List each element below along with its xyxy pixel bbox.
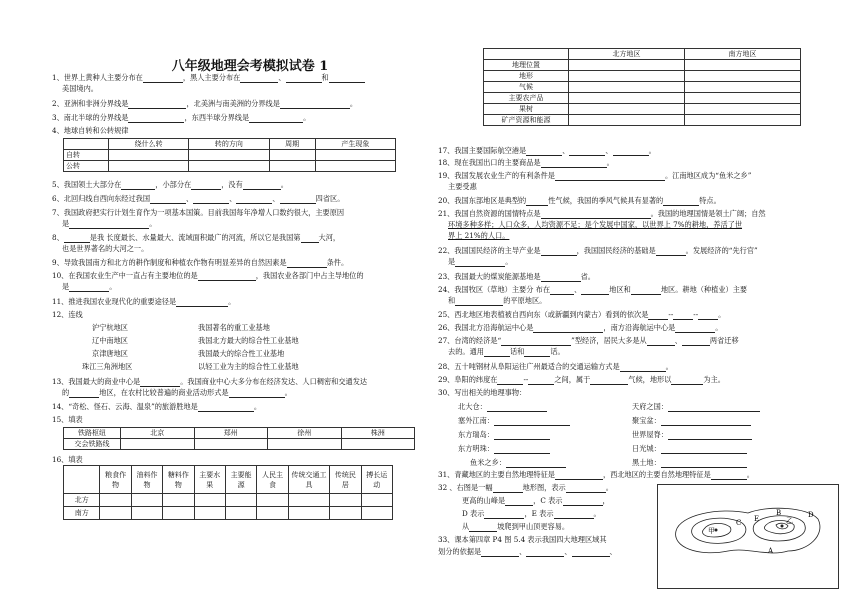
answer-cell[interactable] <box>330 494 361 507</box>
answer-cell[interactable] <box>189 161 269 172</box>
question-10: 10、在我国农业生产中一直占有主要地位的是 ，我国农业各部门中占主导地位的 <box>52 271 364 280</box>
answer-cell[interactable] <box>569 60 685 71</box>
link-left-item[interactable]: 京津唐地区 <box>92 349 128 358</box>
table-header: 粮食作物 <box>100 466 131 494</box>
rotation-table <box>63 138 396 172</box>
table-header: 周期 <box>269 139 315 150</box>
answer-cell[interactable] <box>257 494 288 507</box>
question-6: 6、北回归线自西向东经过我国 、 、 、 四省区。 <box>52 194 345 203</box>
question-1-cont: 美国境内。 <box>62 84 98 93</box>
map-label: 乙 <box>786 517 793 525</box>
question-31: 31、青藏地区的主要自然地理特征是 ，西北地区的主要自然地理特征是 。 <box>438 470 754 479</box>
page-title: 八年级地理会考模拟试卷 1 <box>171 59 329 74</box>
question-32: 32 、右图是一幅 地形图，表示 。 <box>438 483 613 492</box>
question-11: 11、推进我国农业现代化的重要途径是 。 <box>52 297 236 306</box>
question-19: 19、我国发展农业生产的有利条件是 。江南地区成为“鱼米之乡” <box>438 171 752 180</box>
question-7-cont: 是 。 <box>62 219 157 228</box>
answer-cell[interactable] <box>225 507 256 520</box>
link-left-item[interactable]: 珠江三角洲地区 <box>82 362 133 371</box>
answer-cell[interactable] <box>269 150 315 161</box>
answer-cell[interactable] <box>288 494 329 507</box>
table-header: 主要水果 <box>194 466 225 494</box>
question-7: 7、我国政府把实行计划生育作为一项基本国策。目前我国每年净增人口数约很大，主要原因 <box>52 208 345 217</box>
answer-cell[interactable] <box>569 82 685 93</box>
link-right-item[interactable]: 以轻工业为主的综合性工业基地 <box>198 362 299 371</box>
question-21-cont: 环境多种多样；人口众多，人均资源不足；是个发展中国家，以世界上 7%的耕地，养活了世 <box>448 220 743 229</box>
thing-left: 塞外江南： <box>458 416 570 426</box>
question-21: 21、我国自然资源的国情特点是 。我国的地理国情是领土广阔；自然 <box>438 209 766 218</box>
north-south-table <box>63 465 393 520</box>
table-header: 搏长运动 <box>361 466 392 494</box>
thing-right: 日光城： <box>632 444 747 454</box>
question-14: 14、“奇松、怪石、云海、温泉”的旅游胜地是 。 <box>52 402 262 411</box>
answer-cell[interactable] <box>569 104 685 115</box>
question-5: 5、我国领土大部分在 ，小部分在 ，没有 。 <box>52 180 288 189</box>
answer-cell[interactable] <box>569 71 685 82</box>
table-row-label: 地形 <box>484 71 569 82</box>
question-17: 17、我国主要国际航空港是 、 、 。 <box>438 146 656 155</box>
answer-cell[interactable] <box>189 150 269 161</box>
table-header: 传统交通工具 <box>288 466 329 494</box>
question-1: 1、世界上黄种人主要分布在 ，黑人主要分布在 、 和 <box>52 73 365 83</box>
table-header: 南方地区 <box>685 49 801 60</box>
map-label: E <box>754 515 760 523</box>
question-29: 29、阜阳的纬度在 -- 之间，属于 气候，地形以 为主。 <box>438 375 725 384</box>
question-22-cont: 是 。 <box>448 257 513 266</box>
table-header: 传统民居 <box>330 466 361 494</box>
answer-cell[interactable] <box>163 494 194 507</box>
table-header: 产生现象 <box>315 139 395 150</box>
table-row-label: 气候 <box>484 82 569 93</box>
answer-cell[interactable] <box>685 71 801 82</box>
link-left-item[interactable]: 沪宁杭地区 <box>92 323 128 332</box>
question-28: 28、五十吨钢材从阜阳运往广州最适合的交通运输方式是 。 <box>438 362 673 371</box>
question-24: 24、我国牧区（草地）主要分 布在 、 地区和 地区。耕地（种植业）主要 <box>438 285 748 294</box>
thing-left: 北大仓： <box>458 402 547 412</box>
answer-cell[interactable] <box>361 494 392 507</box>
answer-cell[interactable] <box>685 115 801 126</box>
answer-cell[interactable] <box>100 494 131 507</box>
contour-map <box>658 485 838 588</box>
table-header: 油料作物 <box>131 466 162 494</box>
table-header: 徐州 <box>268 428 342 439</box>
answer-cell[interactable] <box>100 507 131 520</box>
question-8: 8、 是我 长度最长、水量最大、流域面积最广的河流，所以它是我国第 大河， <box>52 233 341 242</box>
answer-cell[interactable] <box>685 60 801 71</box>
table-row-label: 交会铁路线 <box>64 439 121 450</box>
answer-cell[interactable] <box>257 507 288 520</box>
question-10-cont: 是 。 <box>62 282 117 291</box>
map-label: D <box>808 511 814 519</box>
table-row-label: 主要农产品 <box>484 93 569 104</box>
table-header: 转的方向 <box>189 139 269 150</box>
answer-cell[interactable] <box>194 494 225 507</box>
link-right-item[interactable]: 我国北方最大的综合性工业基地 <box>198 336 299 345</box>
answer-cell[interactable] <box>315 161 395 172</box>
region-table <box>483 48 801 126</box>
answer-cell[interactable] <box>341 439 415 450</box>
question-33-cont: 划分的依据是 、 、 、 <box>438 547 617 556</box>
question-18: 18、现在我国出口的主要商品是 。 <box>438 158 614 167</box>
question-30: 30、写出相关的地理事物： <box>438 388 527 397</box>
question-21-cont2: 界上 21%的人口。 <box>448 231 510 240</box>
railway-table <box>63 427 415 450</box>
table-header: 主要能源 <box>225 466 256 494</box>
answer-cell[interactable] <box>225 494 256 507</box>
answer-cell[interactable] <box>685 82 801 93</box>
table-row-label: 自转 <box>64 150 109 161</box>
answer-cell[interactable] <box>569 93 685 104</box>
link-right-item[interactable]: 我国著名的重工业基地 <box>198 323 270 332</box>
link-left-item[interactable]: 辽中南地区 <box>92 336 128 345</box>
answer-cell[interactable] <box>194 439 268 450</box>
table-header: 北京 <box>121 428 195 439</box>
thing-right: 世界屋脊： <box>632 430 752 440</box>
table-row-label: 地理位置 <box>484 60 569 71</box>
table-row-label: 北方 <box>64 494 100 507</box>
table-row-label: 果树 <box>484 104 569 115</box>
answer-cell[interactable] <box>109 161 189 172</box>
question-2: 2、亚洲和非洲分界线是 ，北美洲与南美洲的分界线是 。 <box>52 99 358 108</box>
question-32-b: 更高的山峰是 ，C 表示 ， <box>462 496 610 505</box>
question-12: 12、连线 <box>52 310 83 319</box>
table-header: 人民主食 <box>257 466 288 494</box>
question-13: 13、我国最大的商业中心是 。我国商业中心大多分布在经济发达、人口稠密和交通发达 <box>52 377 368 386</box>
contour-map-frame <box>657 484 839 589</box>
question-22: 22、我国国民经济的主导产业是 ，我国国民经济的基础是 。发展经济的“先行官” <box>438 246 758 255</box>
answer-cell[interactable] <box>330 507 361 520</box>
question-33: 33、课本第四章 P4 图 5.4 表示我国四大地理区域其 <box>438 535 607 544</box>
question-26: 26、我国北方沿海航运中心是 ，南方沿海航运中心是 。 <box>438 323 723 332</box>
question-32-c: D 表示 ，E 表示 。 <box>462 509 601 518</box>
question-24-cont: 和 的平原地区。 <box>448 296 547 305</box>
link-right-item[interactable]: 我国最大的综合性工业基地 <box>198 349 285 358</box>
question-32-d: 从 坡爬到甲山顶更容易。 <box>462 522 570 531</box>
question-19-cont: 主要受惠 <box>448 182 477 191</box>
table-row-label: 公转 <box>64 161 109 172</box>
question-27-cont: 去的。通用 话和 话。 <box>448 347 565 356</box>
table-header: 郑州 <box>194 428 268 439</box>
answer-cell[interactable] <box>685 104 801 115</box>
table-header: 糖料作物 <box>163 466 194 494</box>
answer-cell[interactable] <box>109 150 189 161</box>
question-8-cont: 也是世界著名的大河之一。 <box>62 244 149 253</box>
thing-left: 东方明珠： <box>458 444 550 454</box>
thing-right: 聚宝盆： <box>632 416 751 426</box>
answer-cell[interactable] <box>131 494 162 507</box>
answer-cell[interactable] <box>361 507 392 520</box>
question-9: 9、导致我国南方和北方的耕作制度和种植农作物有明显差异的自然因素是 条件。 <box>52 258 349 267</box>
answer-cell[interactable] <box>163 507 194 520</box>
question-25: 25、西北地区地表植被自西向东（或新疆到内蒙古）看到的依次是 -- -- 。 <box>438 310 726 319</box>
table-header: 株洲 <box>341 428 415 439</box>
thing-left: 鱼米之乡： <box>470 458 566 468</box>
map-label: C <box>736 519 742 527</box>
thing-right: 天府之国： <box>632 402 760 412</box>
question-23: 23、我国最大的煤炭能源基地是 省。 <box>438 272 595 281</box>
table-header: 绕什么转 <box>109 139 189 150</box>
question-16: 16、填表 <box>52 455 83 464</box>
question-4: 4、地球自转和公转规律 <box>52 126 129 135</box>
answer-cell[interactable] <box>569 115 685 126</box>
table-header: 北方地区 <box>569 49 685 60</box>
question-13-cont: 的 地区，在农村比较普遍的商业活动形式是 。 <box>62 388 292 397</box>
map-label: B <box>776 509 782 517</box>
answer-cell[interactable] <box>194 507 225 520</box>
table-row-label: 南方 <box>64 507 100 520</box>
table-header <box>64 139 109 150</box>
answer-cell[interactable] <box>288 507 329 520</box>
table-header <box>484 49 569 60</box>
answer-cell[interactable] <box>685 93 801 104</box>
question-20: 20、我国东部地区是典型的 性气候，我国的季风气候具有显著的 特点。 <box>438 196 721 205</box>
thing-right: 黑土地： <box>632 458 747 468</box>
question-27: 27、台湾的经济是“ ”型经济，居民大多是从 、 两省迁移 <box>438 336 739 345</box>
answer-cell[interactable] <box>268 439 342 450</box>
map-label: 甲 <box>708 527 715 535</box>
table-header: 铁路枢纽 <box>64 428 121 439</box>
question-3: 3、南北半球的分界线是 ，东西半球分界线是 。 <box>52 113 311 122</box>
answer-cell[interactable] <box>315 150 395 161</box>
answer-cell[interactable] <box>121 439 195 450</box>
question-15: 15、填表 <box>52 415 83 424</box>
answer-cell[interactable] <box>131 507 162 520</box>
thing-left: 东方瑞岛： <box>458 430 550 440</box>
table-header <box>64 466 100 494</box>
map-label: A <box>768 547 774 555</box>
table-row-label: 矿产资源和能源 <box>484 115 569 126</box>
answer-cell[interactable] <box>269 161 315 172</box>
